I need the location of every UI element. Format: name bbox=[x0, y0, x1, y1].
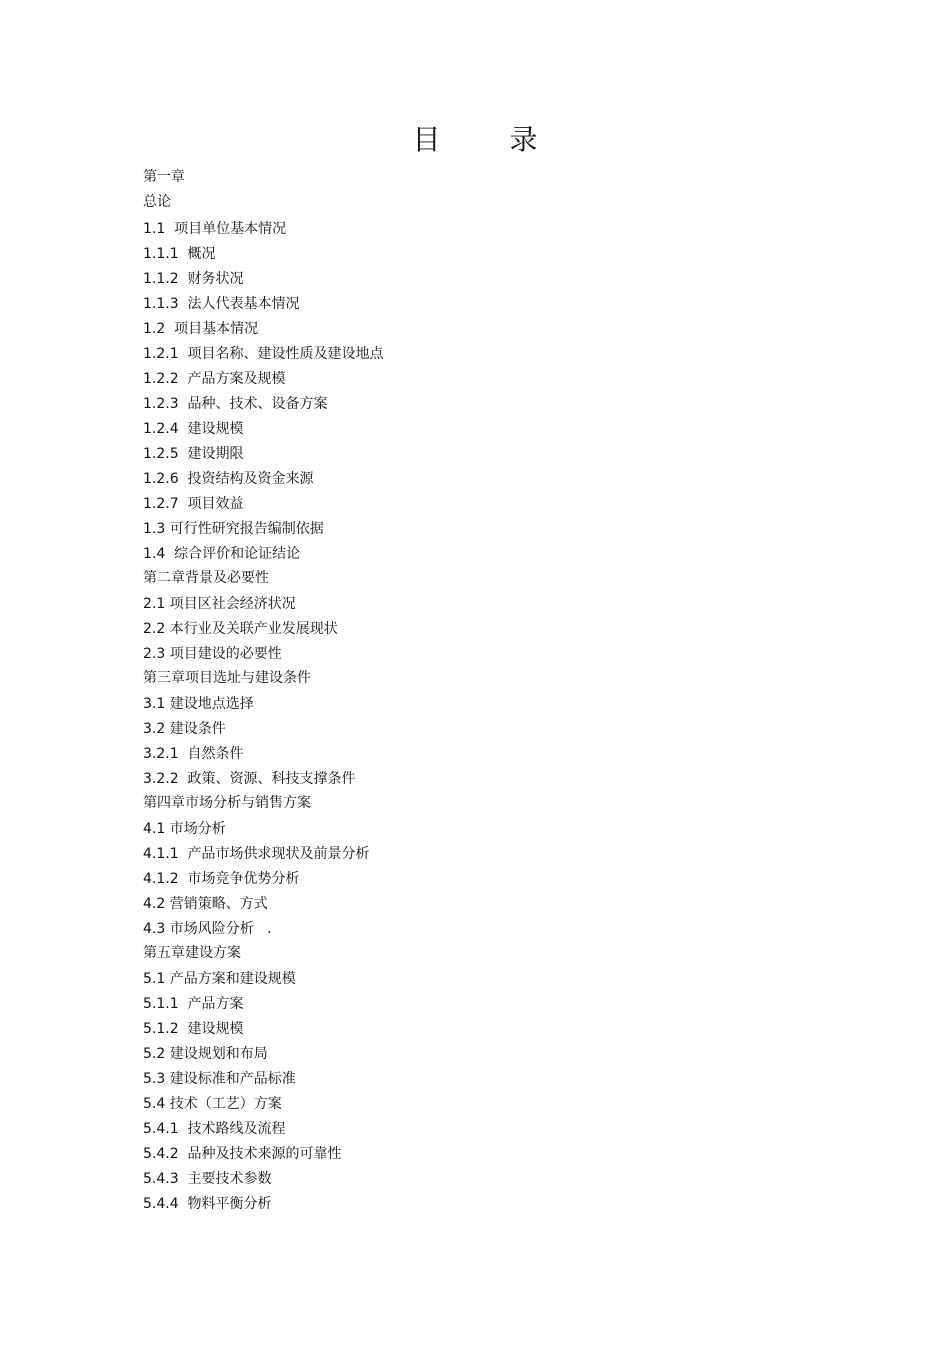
table-of-contents bbox=[143, 165, 843, 1217]
toc-section-entry: 5.4.1 技术路线及流程 bbox=[143, 1121, 286, 1137]
toc-section-entry: 5.4.3 主要技术参数 bbox=[143, 1171, 272, 1187]
toc-chapter-entry: 第二章背景及必要性 bbox=[143, 570, 269, 586]
toc-section-entry: 5.4.4 物料平衡分析 bbox=[143, 1196, 272, 1212]
toc-section-entry: 2.1 项目区社会经济状况 bbox=[143, 596, 296, 612]
toc-chapter-entry: 总论 bbox=[143, 194, 171, 210]
toc-section-entry: 1.1.1 概况 bbox=[143, 246, 216, 262]
toc-section-entry: 1.2.6 投资结构及资金来源 bbox=[143, 471, 314, 487]
toc-section-entry: 4.1.1 产品市场供求现状及前景分析 bbox=[143, 846, 370, 862]
toc-section-entry: 1.2.1 项目名称、建设性质及建设地点 bbox=[143, 346, 384, 362]
page-title: 目 录 bbox=[412, 123, 568, 156]
toc-section-entry: 5.2 建设规划和布局 bbox=[143, 1046, 268, 1062]
toc-section-entry: 1.4 综合评价和论证结论 bbox=[143, 546, 301, 562]
toc-section-entry: 1.2 项目基本情况 bbox=[143, 321, 259, 337]
toc-section-entry: 1.2.2 产品方案及规模 bbox=[143, 371, 286, 387]
toc-section-entry: 5.1.2 建设规模 bbox=[143, 1021, 244, 1037]
toc-section-entry: 4.2 营销策略、方式 bbox=[143, 896, 268, 912]
toc-section-entry: 3.2.1 自然条件 bbox=[143, 746, 244, 762]
toc-section-entry: 1.1 项目单位基本情况 bbox=[143, 221, 287, 237]
toc-section-entry: 1.2.5 建设期限 bbox=[143, 446, 244, 462]
toc-section-entry: 4.1 市场分析 bbox=[143, 821, 226, 837]
toc-chapter-entry: 第一章 bbox=[143, 169, 185, 185]
toc-section-entry: 5.1.1 产品方案 bbox=[143, 996, 244, 1012]
toc-chapter-entry: 第四章市场分析与销售方案 bbox=[143, 795, 311, 811]
toc-section-entry: 4.1.2 市场竞争优势分析 bbox=[143, 871, 300, 887]
toc-section-entry: 3.2 建设条件 bbox=[143, 721, 226, 737]
toc-section-entry: 3.2.2 政策、资源、科技支撑条件 bbox=[143, 771, 356, 787]
toc-section-entry: 5.4 技术（工艺）方案 bbox=[143, 1096, 282, 1112]
toc-chapter-entry: 第三章项目选址与建设条件 bbox=[143, 670, 311, 686]
toc-chapter-entry: 第五章建设方案 bbox=[143, 945, 241, 961]
toc-section-entry: 1.1.2 财务状况 bbox=[143, 271, 244, 287]
toc-section-entry: 3.1 建设地点选择 bbox=[143, 696, 254, 712]
toc-section-entry: 2.2 本行业及关联产业发展现状 bbox=[143, 621, 338, 637]
toc-section-entry: 1.2.4 建设规模 bbox=[143, 421, 244, 437]
toc-section-entry: 1.2.7 项目效益 bbox=[143, 496, 244, 512]
toc-section-entry: 4.3 市场风险分析 . bbox=[143, 921, 272, 937]
toc-section-entry: 2.3 项目建设的必要性 bbox=[143, 646, 282, 662]
toc-section-entry: 1.1.3 法人代表基本情况 bbox=[143, 296, 300, 312]
toc-section-entry: 5.1 产品方案和建设规模 bbox=[143, 971, 296, 987]
toc-section-entry: 1.3 可行性研究报告编制依据 bbox=[143, 521, 324, 537]
toc-section-entry: 5.3 建设标准和产品标准 bbox=[143, 1071, 296, 1087]
toc-section-entry: 1.2.3 品种、技术、设备方案 bbox=[143, 396, 328, 412]
toc-section-entry: 5.4.2 品种及技术来源的可靠性 bbox=[143, 1146, 342, 1162]
